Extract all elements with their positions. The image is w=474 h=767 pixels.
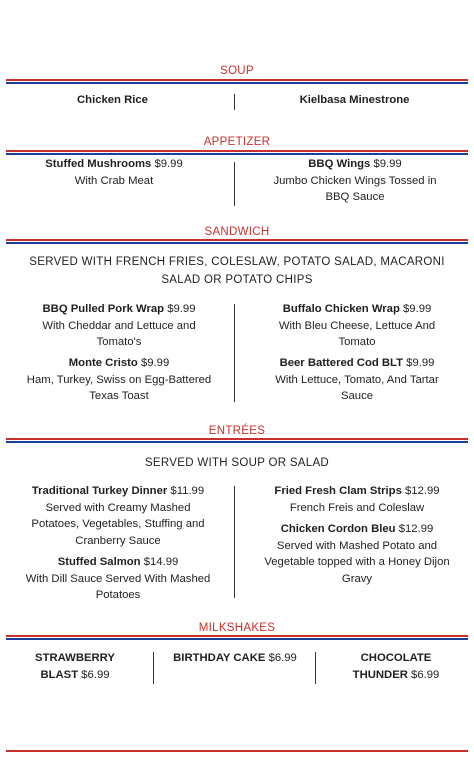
section-sandwich xyxy=(0,225,474,239)
item-name: BBQ Wings xyxy=(308,158,371,170)
item-description: BBQ Sauce xyxy=(325,191,385,203)
column-divider xyxy=(234,94,235,110)
item-price: $9.99 xyxy=(140,357,170,369)
entree-item-chicken-cordon-bleu xyxy=(244,521,470,587)
appetizer-item-stuffed-mushrooms xyxy=(14,156,214,189)
item-price: $6.99 xyxy=(81,668,110,681)
section-title-sandwich: SANDWICH xyxy=(204,226,270,238)
divider-entrees xyxy=(6,438,468,443)
item-price: $6.99 xyxy=(268,652,297,664)
item-price: $6.99 xyxy=(411,668,440,681)
sandwich-item-buffalo-chicken xyxy=(246,301,468,351)
item-price: $9.99 xyxy=(373,158,402,170)
item-description: Served with Creamy Mashed xyxy=(45,501,191,514)
appetizer-item-bbq-wings xyxy=(250,156,460,206)
item-description: Tomato's xyxy=(96,336,142,348)
sandwich-note-line2: SALAD OR POTATO CHIPS xyxy=(161,274,313,286)
entree-item-stuffed-salmon xyxy=(4,554,232,604)
item-price: $9.99 xyxy=(167,303,196,315)
column-divider xyxy=(234,162,235,206)
section-title-entrees: ENTRÉES xyxy=(208,425,266,437)
column-divider xyxy=(234,486,235,598)
item-name: Beer Battered Cod BLT xyxy=(279,357,404,369)
item-description: Cranberry Sauce xyxy=(75,534,161,547)
sandwich-item-monte-cristo xyxy=(6,355,232,405)
item-price: $12.99 xyxy=(398,523,434,535)
item-description: French Freis and Coleslaw xyxy=(289,501,425,514)
item-name: Buffalo Chicken Wrap xyxy=(282,303,400,315)
item-description: With Lettuce, Tomato, And Tartar xyxy=(275,373,439,386)
soup-item-right: Kielbasa Minestrone xyxy=(299,94,410,106)
item-name: Monte Cristo xyxy=(68,357,138,369)
item-description: With Crab Meat xyxy=(74,174,154,187)
milkshake-item-strawberry-blast xyxy=(10,650,140,683)
item-name: STRAWBERRY xyxy=(35,652,115,664)
divider-sandwich xyxy=(6,239,468,244)
soup-item-left: Chicken Rice xyxy=(77,94,148,106)
item-description: Jumbo Chicken Wings Tossed in xyxy=(273,174,437,187)
item-name: Stuffed Salmon xyxy=(57,556,141,568)
item-name: Traditional Turkey Dinner xyxy=(31,485,168,497)
section-title-appetizer: APPETIZER xyxy=(203,136,271,148)
item-description: With Dill Sauce Served With Mashed xyxy=(25,572,211,585)
item-price: $9.99 xyxy=(403,303,432,315)
divider-appetizer xyxy=(6,150,468,155)
item-name: BLAST xyxy=(40,668,79,681)
item-name: CHOCOLATE xyxy=(360,652,432,664)
item-price: $11.99 xyxy=(170,485,205,497)
section-title-milkshakes: MILKSHAKES xyxy=(198,622,276,634)
divider-footer xyxy=(6,750,468,753)
sandwich-item-bbq-pulled-pork xyxy=(8,301,230,351)
section-title-soup: SOUP xyxy=(220,65,254,77)
item-name: BIRTHDAY CAKE xyxy=(173,652,266,664)
section-soup xyxy=(0,64,474,78)
item-description: Vegetable topped with a Honey Dijon xyxy=(264,556,450,568)
sandwich-item-beer-battered-cod xyxy=(246,355,468,405)
item-description: With Cheddar and Lettuce and xyxy=(42,319,196,332)
section-entrees xyxy=(0,424,474,438)
item-price: $12.99 xyxy=(405,485,440,497)
divider-soup xyxy=(6,79,468,84)
item-name: THUNDER xyxy=(352,668,408,681)
divider-milkshakes xyxy=(6,635,468,640)
item-description: Texas Toast xyxy=(89,390,149,402)
item-price: $9.99 xyxy=(154,158,183,170)
item-description: With Bleu Cheese, Lettuce And xyxy=(278,319,436,332)
milkshake-item-chocolate-thunder xyxy=(326,650,466,683)
sandwich-note-line1: SERVED WITH FRENCH FRIES, COLESLAW, POTATO SALAD, MACARONI xyxy=(29,256,445,268)
item-name: Stuffed Mushrooms xyxy=(45,158,152,170)
item-description: Tomato xyxy=(338,336,376,348)
entree-item-clam-strips xyxy=(244,483,470,516)
item-price: $14.99 xyxy=(143,556,179,568)
section-milkshakes xyxy=(0,621,474,635)
milkshake-item-birthday-cake xyxy=(160,650,310,667)
item-price: $9.99 xyxy=(406,357,435,369)
item-description: Potatoes xyxy=(95,589,141,601)
entree-item-turkey-dinner xyxy=(4,483,232,549)
item-description: Sauce xyxy=(340,390,374,402)
item-description: Ham, Turkey, Swiss on Egg-Battered xyxy=(26,373,212,386)
column-divider xyxy=(315,652,316,684)
item-name: Chicken Cordon Bleu xyxy=(280,523,396,535)
column-divider xyxy=(234,304,235,402)
item-description: Served with Mashed Potato and xyxy=(276,539,438,552)
section-appetizer xyxy=(0,135,474,149)
item-name: Fried Fresh Clam Strips xyxy=(274,485,402,497)
column-divider xyxy=(153,652,154,684)
entrees-note: SERVED WITH SOUP OR SALAD xyxy=(144,457,330,469)
item-description: Potatoes, Vegetables, Stuffing and xyxy=(31,518,205,530)
item-description: Gravy xyxy=(341,572,373,585)
item-name: BBQ Pulled Pork Wrap xyxy=(42,303,165,315)
